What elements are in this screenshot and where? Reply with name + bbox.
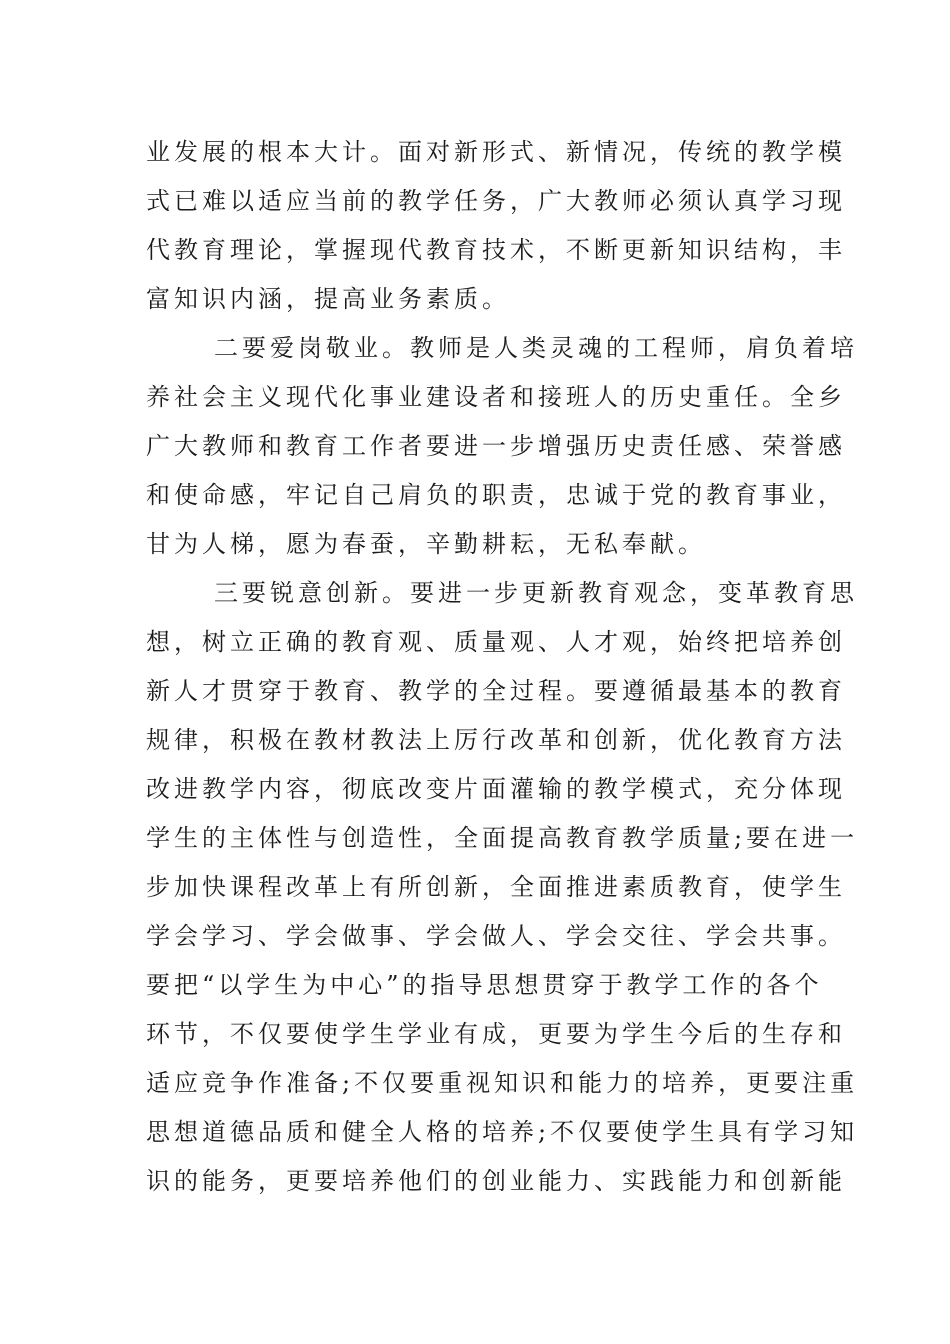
text-line: 新人才贯穿于教育、教学的全过程。要遵循最基本的教育 (146, 677, 846, 705)
text-line: 步加快课程改革上有所创新，全面推进素质教育，使学生 (146, 873, 846, 901)
text-line: 学生的主体性与创造性，全面提高教育教学质量;要在进一 (146, 824, 859, 852)
body-text (146, 128, 859, 1206)
text-line: 思想道德品质和健全人格的培养;不仅要使学生具有学习知 (146, 1118, 859, 1146)
text-line: 养社会主义现代化事业建设者和接班人的历史重任。全乡 (146, 383, 846, 411)
text-line: 规律，积极在教材教法上厉行改革和创新，优化教育方法 (146, 726, 846, 754)
paragraph-first-line: 二要爱岗敬业。教师是人类灵魂的工程师，肩负着培 (214, 334, 858, 362)
text-line: 富知识内涵，提高业务素质。 (146, 285, 510, 313)
text-line: 要把“以学生为中心”的指导思想贯穿于教学工作的各个 (146, 971, 823, 999)
text-line: 广大教师和教育工作者要进一步增强历史责任感、荣誉感 (146, 432, 846, 460)
text-line: 改进教学内容，彻底改变片面灌输的教学模式，充分体现 (146, 775, 846, 803)
text-line: 学会学习、学会做事、学会做人、学会交往、学会共事。 (146, 922, 846, 950)
text-line: 业发展的根本大计。面对新形式、新情况，传统的教学模 (146, 138, 846, 166)
text-line: 和使命感，牢记自己肩负的职责，忠诚于党的教育事业， (146, 481, 846, 509)
text-line: 识的能务，更要培养他们的创业能力、实践能力和创新能 (146, 1167, 846, 1195)
text-line: 想，树立正确的教育观、质量观、人才观，始终把培养创 (146, 628, 846, 656)
text-line: 甘为人梯，愿为春蚕，辛勤耕耘，无私奉献。 (146, 530, 706, 558)
text-line: 适应竞争作准备;不仅要重视知识和能力的培养，更要注重 (146, 1069, 859, 1097)
paragraph-first-line: 三要锐意创新。要进一步更新教育观念，变革教育思 (214, 579, 858, 607)
text-line: 代教育理论，掌握现代教育技术，不断更新知识结构，丰 (146, 236, 846, 264)
text-line: 环节，不仅要使学生学业有成，更要为学生今后的生存和 (146, 1020, 846, 1048)
text-line: 式已难以适应当前的教学任务，广大教师必须认真学习现 (146, 187, 846, 215)
